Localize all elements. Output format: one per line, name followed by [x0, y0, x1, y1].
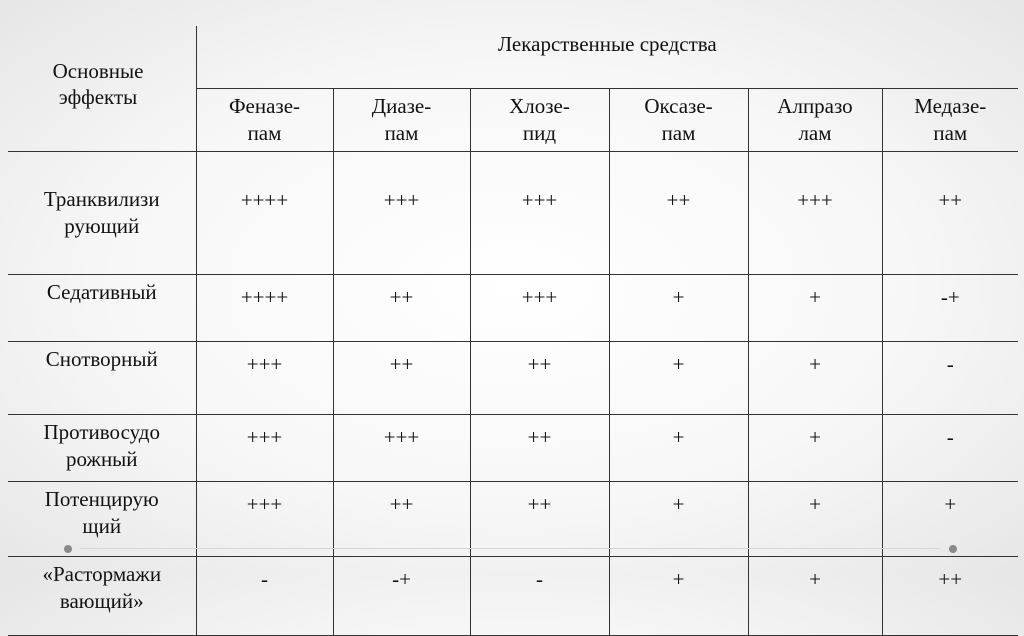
value-cell [333, 482, 470, 557]
value-label: - [946, 425, 954, 449]
effect-cell [8, 415, 196, 482]
value-cell [748, 342, 882, 415]
effect-label: Противосудо рожный [43, 420, 160, 471]
table-row [8, 482, 1018, 557]
value-cell [196, 275, 333, 342]
value-cell [196, 557, 333, 636]
value-label: - [261, 567, 268, 591]
value-cell [748, 557, 882, 636]
value-label: ++ [389, 492, 414, 516]
drug-header-label: Феназе- пам [228, 94, 301, 145]
value-cell [196, 415, 333, 482]
value-cell [196, 152, 333, 275]
table-row [8, 342, 1018, 415]
table-row [8, 275, 1018, 342]
value-cell [609, 152, 748, 275]
value-cell [609, 342, 748, 415]
table-row [8, 152, 1018, 275]
value-cell [882, 557, 1018, 636]
value-cell [882, 415, 1018, 482]
value-cell [333, 152, 470, 275]
value-label: ++ [389, 352, 414, 376]
value-cell [470, 415, 609, 482]
value-label: - [536, 567, 543, 591]
value-cell [470, 152, 609, 275]
value-cell [882, 275, 1018, 342]
value-cell [609, 415, 748, 482]
value-label: + [672, 492, 685, 516]
value-cell [333, 342, 470, 415]
value-label: ++ [389, 285, 414, 309]
value-cell [196, 482, 333, 557]
footer-dot-left-icon [64, 545, 72, 553]
value-cell [196, 342, 333, 415]
value-cell [333, 557, 470, 636]
value-cell [470, 342, 609, 415]
value-cell [470, 557, 609, 636]
table-row [8, 557, 1018, 636]
drug-header-medazepam [882, 89, 1018, 152]
value-cell [609, 275, 748, 342]
value-label: +++ [797, 188, 833, 212]
drug-header-label: Медазе- пам [914, 94, 987, 145]
value-label: +++ [383, 425, 420, 449]
effect-label: Транквилизи рующий [43, 187, 160, 238]
value-cell [333, 275, 470, 342]
value-cell [470, 482, 609, 557]
effect-label: Потенцирую щий [44, 487, 159, 538]
value-cell [882, 342, 1018, 415]
corner-header-label: Основные эффекты [52, 59, 144, 109]
value-label: + [809, 492, 821, 516]
value-label: +++ [521, 188, 558, 212]
value-label: +++ [383, 188, 420, 212]
value-cell [470, 275, 609, 342]
value-cell [333, 415, 470, 482]
value-cell [748, 482, 882, 557]
effect-label: Седативный [46, 280, 157, 304]
drug-header-alprazolam [748, 89, 882, 152]
value-label: + [809, 285, 821, 309]
value-label: + [809, 425, 821, 449]
value-label: - [946, 352, 954, 376]
value-cell [748, 415, 882, 482]
value-label: ++ [527, 352, 552, 376]
effect-cell [8, 152, 196, 275]
effects-table [8, 26, 1018, 636]
value-label: + [944, 492, 957, 516]
effect-label: «Растормажи вающий» [42, 562, 162, 613]
value-label: -+ [940, 285, 960, 309]
value-label: -+ [392, 567, 411, 591]
value-cell [748, 275, 882, 342]
value-label: + [809, 567, 821, 591]
drug-header-phenazepam [196, 89, 333, 152]
value-label: +++ [246, 425, 283, 449]
group-header-label: Лекарственные средства [497, 32, 717, 56]
value-label: ++ [666, 188, 691, 212]
value-label: + [672, 425, 685, 449]
value-label: ++ [938, 188, 963, 212]
table-row [8, 415, 1018, 482]
footer-dot-right-icon [949, 545, 957, 553]
drug-header-label: Алпразо лам [777, 94, 853, 145]
value-label: + [672, 352, 685, 376]
value-label: ++++ [240, 188, 289, 212]
group-header [196, 26, 1018, 89]
footer-divider [80, 548, 940, 549]
value-label: ++ [938, 567, 963, 591]
value-cell [609, 557, 748, 636]
effect-label: Снотворный [45, 347, 158, 371]
effect-cell [8, 557, 196, 636]
value-label: ++++ [240, 285, 289, 309]
drug-header-chlozepid [470, 89, 609, 152]
value-label: + [809, 352, 821, 376]
effect-cell [8, 342, 196, 415]
value-cell [882, 152, 1018, 275]
effect-cell [8, 482, 196, 557]
value-cell [748, 152, 882, 275]
value-label: ++ [527, 425, 552, 449]
drug-header-label: Хлозе- пид [509, 94, 570, 145]
drug-header-label: Диазе- пам [371, 94, 432, 145]
drug-header-oxazepam [609, 89, 748, 152]
value-label: +++ [521, 285, 558, 309]
value-label: +++ [246, 352, 283, 376]
value-cell [609, 482, 748, 557]
value-label: + [672, 285, 685, 309]
drug-header-label: Оксазе- пам [644, 94, 713, 145]
corner-header [8, 26, 196, 152]
value-label: +++ [246, 492, 283, 516]
value-label: + [672, 567, 685, 591]
effect-cell [8, 275, 196, 342]
value-label: ++ [527, 492, 552, 516]
drug-header-diazepam [333, 89, 470, 152]
